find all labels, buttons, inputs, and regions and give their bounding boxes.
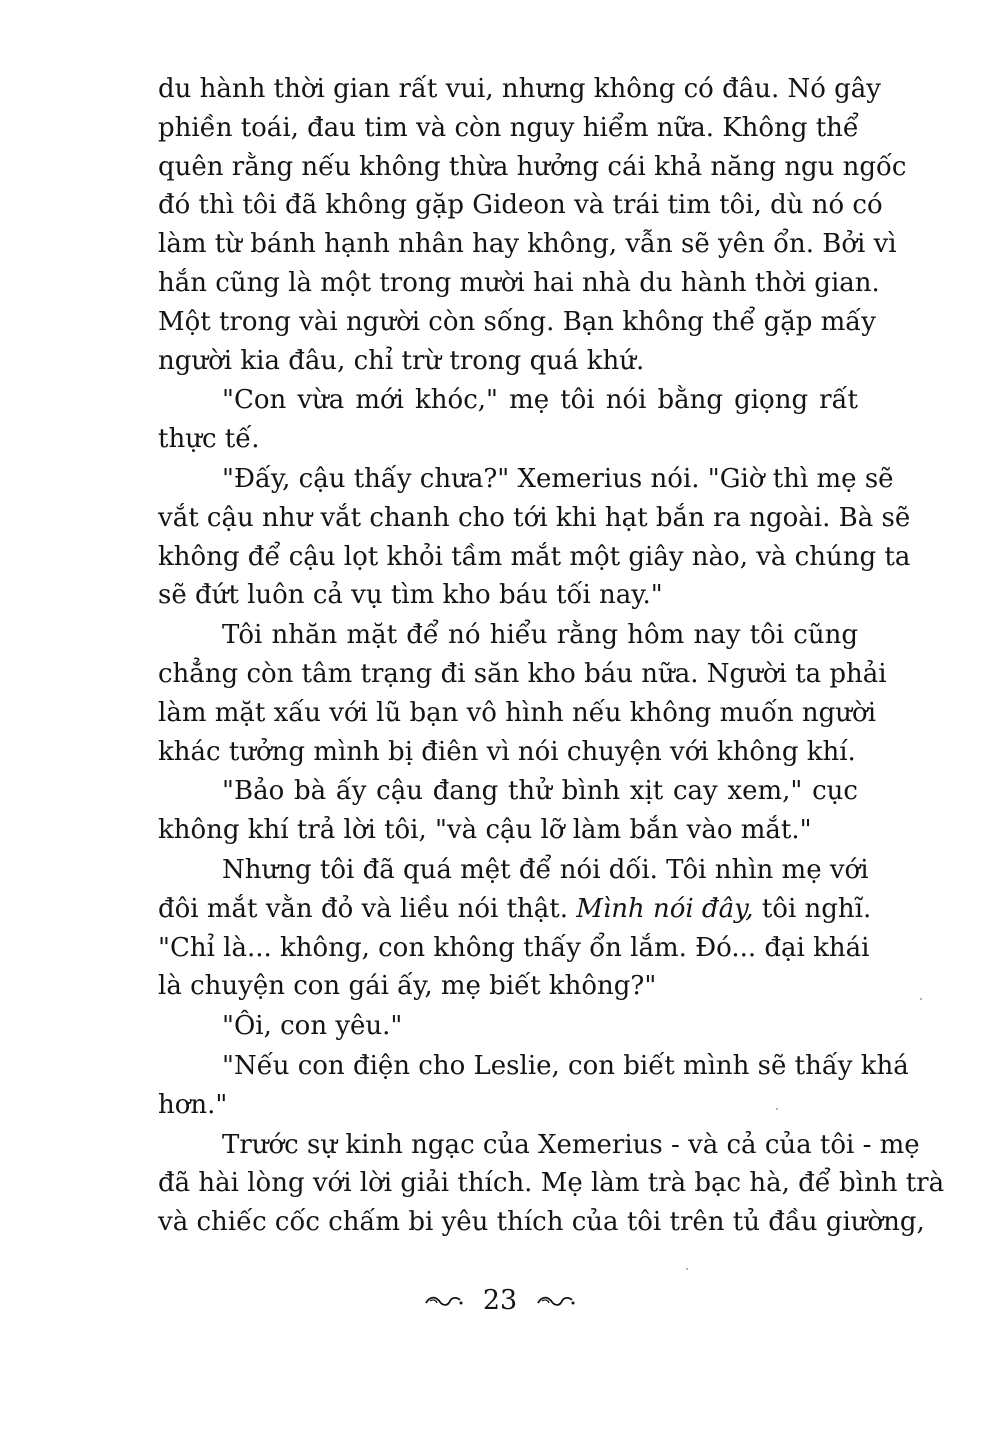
body-text bbox=[158, 70, 945, 1242]
text-line: hắn cũng là một trong mười hai nhà du hành thời gian. bbox=[158, 267, 880, 298]
text-line: "Ôi, con yêu." bbox=[222, 1011, 403, 1042]
text-line: là chuyện con gái ấy, mẹ biết không?" bbox=[158, 971, 657, 1002]
text-segment: tôi nghĩ. bbox=[761, 893, 872, 924]
text-line: không khí trả lời tôi, "và cậu lỡ làm bắn vào mắt." bbox=[158, 815, 812, 846]
text-line: "Con vừa mới khóc," mẹ tôi nói bằng giọng rất bbox=[222, 385, 858, 416]
text-line: "Nếu con điện cho Leslie, con biết mình sẽ thấy khá bbox=[222, 1050, 909, 1081]
text-segment: đôi mắt vằn đỏ và liều nói thật. bbox=[158, 893, 568, 924]
text-line: thực tế. bbox=[158, 424, 260, 455]
ornament-right-icon bbox=[536, 1294, 576, 1308]
text-line: "Chỉ là... không, con không thấy ổn lắm. Đó... đại khái bbox=[158, 932, 870, 963]
text-line: Trước sự kinh ngạc của Xemerius - và cả của tôi - mẹ bbox=[222, 1129, 920, 1160]
text-line: không để cậu lọt khỏi tầm mắt một giây nào, và chúng ta bbox=[158, 541, 911, 572]
text-line: vắt cậu như vắt chanh cho tới khi hạt bắn ra ngoài. Bà sẽ bbox=[158, 502, 911, 533]
page-number: 23 bbox=[482, 1284, 518, 1316]
paper-speck bbox=[920, 998, 922, 1000]
text-line bbox=[158, 890, 872, 929]
text-line: Một trong vài người còn sống. Bạn không thể gặp mấy bbox=[158, 306, 876, 337]
text-line: người kia đâu, chỉ trừ trong quá khứ. bbox=[158, 345, 645, 376]
text-line: và chiếc cốc chấm bi yêu thích của tôi trên tủ đầu giường, bbox=[158, 1207, 925, 1238]
text-line: chẳng còn tâm trạng đi săn kho báu nữa. Người ta phải bbox=[158, 658, 887, 689]
text-line: Tôi nhăn mặt để nó hiểu rằng hôm nay tôi cũng bbox=[222, 620, 858, 651]
page-footer bbox=[0, 1280, 1000, 1321]
text-line: khác tưởng mình bị điên vì nói chuyện với không khí. bbox=[158, 736, 856, 767]
text-line: sẽ đứt luôn cả vụ tìm kho báu tối nay." bbox=[158, 580, 663, 611]
ornament-left-icon bbox=[424, 1294, 464, 1308]
text-line: phiền toái, đau tim và còn nguy hiểm nữa. Không thể bbox=[158, 112, 859, 143]
text-line: Nhưng tôi đã quá mệt để nói dối. Tôi nhìn mẹ với bbox=[222, 854, 869, 885]
text-line: đã hài lòng với lời giải thích. Mẹ làm trà bạc hà, để bình trà bbox=[158, 1168, 945, 1199]
paper-speck bbox=[776, 1108, 778, 1110]
text-line: "Đấy, cậu thấy chưa?" Xemerius nói. "Giờ thì mẹ sẽ bbox=[222, 463, 894, 494]
text-line: làm mặt xấu với lũ bạn vô hình nếu không muốn người bbox=[158, 697, 877, 728]
text-line: du hành thời gian rất vui, nhưng không có đâu. Nó gây bbox=[158, 74, 881, 104]
text-line: "Bảo bà ấy cậu đang thử bình xịt cay xem," cục bbox=[222, 776, 858, 807]
text-line: làm từ bánh hạnh nhân hay không, vẫn sẽ yên ổn. Bởi vì bbox=[158, 229, 897, 260]
paper-speck bbox=[686, 1268, 688, 1270]
text-line: đó thì tôi đã không gặp Gideon và trái tim tôi, dù nó có bbox=[158, 190, 883, 221]
text-line: hơn." bbox=[158, 1089, 228, 1120]
text-line: quên rằng nếu không thừa hưởng cái khả năng ngu ngốc bbox=[158, 151, 907, 182]
italic-thought: Mình nói đây, bbox=[576, 893, 754, 924]
